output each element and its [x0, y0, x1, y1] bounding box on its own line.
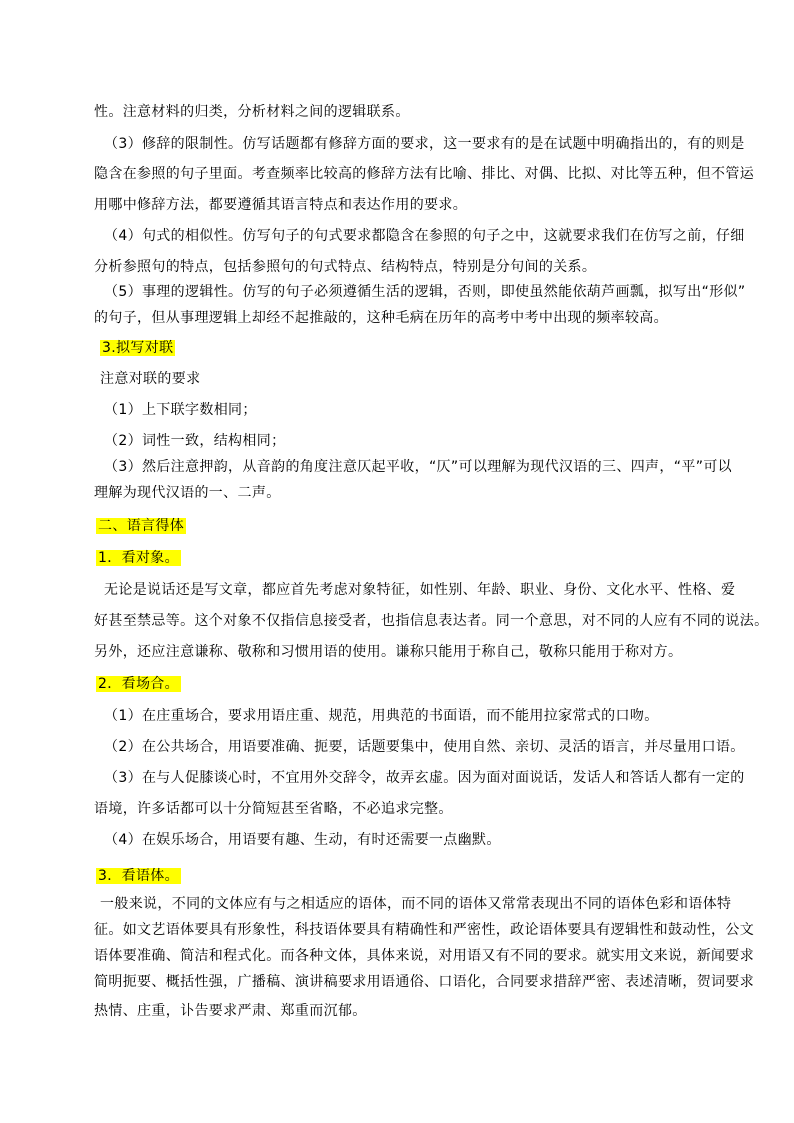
section-heading: [96, 516, 186, 536]
text-line: （3）修辞的限制性。仿写话题都有修辞方面的要求，这一要求有的是在试题中明确指出的，有的则是: [104, 136, 745, 152]
text-line: 用哪中修辞方法，都要遵循其语言特点和表达作用的要求。: [94, 197, 468, 213]
section-heading: [96, 866, 181, 886]
text-line: 隐含在参照的句子里面。考查频率比较高的修辞方法有比喻、排比、对偶、比拟、对比等五种，但不管运: [94, 166, 755, 182]
text-line: 一般来说，不同的文体应有与之相适应的语体，而不同的语体又常常表现出不同的语体色彩和语体特: [100, 896, 732, 912]
text-line: 语体要准确、简洁和程式化。而各种文体，具体来说，对用语又有不同的要求。就实用文来说，新闻要求: [94, 948, 755, 964]
text-line: （2）词性一致，结构相同；: [104, 433, 286, 449]
highlighted-heading: 二、语言得体: [98, 518, 185, 534]
text-line: （4）句式的相似性。仿写句子的句式要求都隐含在参照的句子之中，这就要求我们在仿写之前，仔细: [104, 228, 745, 244]
highlighted-heading: 3.拟写对联: [102, 340, 174, 356]
text-line: 征。如文艺语体要具有形象性，科技语体要具有精确性和严密性，政论语体要具有逻辑性和鼓动性，公文: [94, 922, 755, 938]
text-line: （5）事理的逻辑性。仿写的句子必须遵循生活的逻辑，否则，即使虽然能依葫芦画瓢，拟写出“形似”: [104, 284, 746, 300]
text-line: （1）上下联字数相同；: [104, 402, 257, 418]
highlighted-heading: 1．看对象。: [98, 550, 180, 566]
text-line: 另外，还应注意谦称、敬称和习惯用语的使用。谦称只能用于称自己，敬称只能用于称对方。: [94, 644, 683, 660]
text-line: （2）在公共场合，用语要准确、扼要，话题要集中，使用自然、亲切、灵活的语言，并尽量用口语。: [104, 739, 745, 755]
text-line: （3）然后注意押韵，从音韵的角度注意仄起平收，“仄”可以理解为现代汉语的三、四声，“平”可以: [104, 459, 733, 475]
section-heading: [100, 338, 175, 358]
text-line: 好甚至禁忌等。这个对象不仅指信息接受者，也指信息表达者。同一个意思，对不同的人应有不同的说法。: [94, 613, 769, 629]
section-heading: [96, 548, 181, 568]
highlighted-heading: 3．看语体。: [98, 868, 180, 884]
text-line: 分析参照句的特点，包括参照句的句式特点、结构特点，特别是分句间的关系。: [94, 259, 597, 275]
text-line: 语境，许多话都可以十分简短甚至省略，不必追求完整。: [94, 801, 453, 817]
text-line: 性。注意材料的归类，分析材料之间的逻辑联系。: [94, 104, 410, 120]
text-line: （4）在娱乐场合，用语要有趣、生动，有时还需要一点幽默。: [104, 832, 501, 848]
text-line: （1）在庄重场合，要求用语庄重、规范，用典范的书面语，而不能用拉家常式的口吻。: [104, 708, 659, 724]
text-line: （3）在与人促膝谈心时，不宜用外交辞令，故弄玄虚。因为面对面说话，发话人和答话人都有一定的: [104, 770, 745, 786]
highlighted-heading: 2．看场合。: [98, 676, 180, 692]
text-line: 的句子，但从事理逻辑上却经不起推敲的，这种毛病在历年的高考中考中出现的频率较高。: [94, 310, 668, 326]
section-heading: [96, 674, 181, 694]
text-line: 简明扼要、概括性强，广播稿、演讲稿要求用语通俗、口语化，合同要求措辞严密、表述清晰，贺词要求: [94, 974, 755, 990]
text-line: 注意对联的要求: [100, 371, 201, 387]
text-line: 热情、庄重，讣告要求严肃、郑重而沉郁。: [94, 1003, 367, 1019]
text-line: 无论是说话还是写文章，都应首先考虑对象特征，如性别、年龄、职业、身份、文化水平、性格、爱: [104, 582, 736, 598]
text-line: 理解为现代汉语的一、二声。: [94, 485, 281, 501]
